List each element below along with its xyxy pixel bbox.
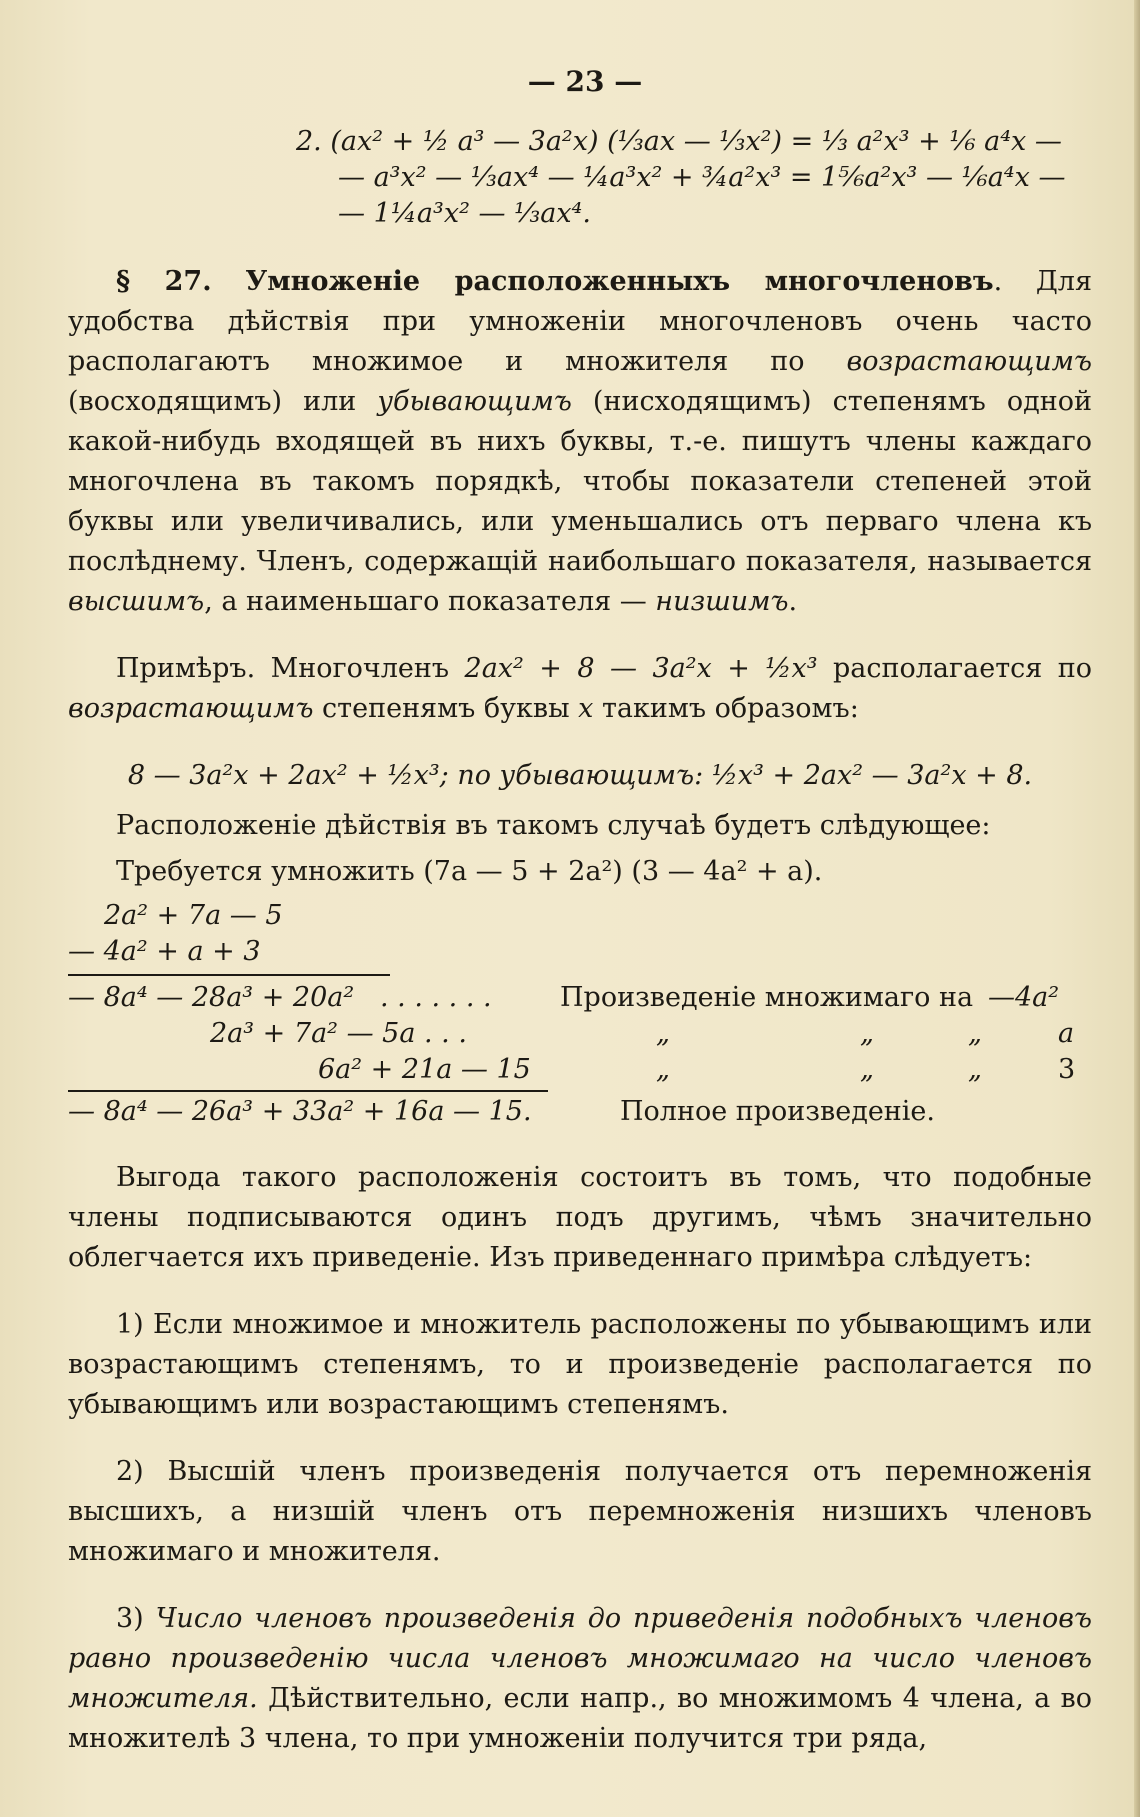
term-descending: убывающимъ [377, 386, 572, 417]
example-2 [68, 124, 1092, 232]
multiplication-task: Требуется умножить (7a — 5 + 2a²) (3 — 4a² + a). [116, 856, 823, 887]
page-number: — 23 — [527, 65, 643, 98]
section-27-paragraph [68, 262, 1092, 622]
scheme-factor-2: a [1058, 1018, 1075, 1049]
rule-3 [68, 1599, 1092, 1759]
scheme-dots: . . . . . . . [380, 982, 492, 1013]
arranged-polynomials: 8 — 3a²x + 2ax² + ½x³; по убывающимъ: ½x³ + 2ax² — 3a²x + 8. [127, 760, 1033, 791]
rule-3-text: Дѣйствительно, если напр., во множимомъ 4 члена, а во множителѣ 3 члена, то при умноженіи получится три ряда, [68, 1683, 1092, 1754]
example-text-d: такимъ образомъ: [593, 693, 859, 724]
scheme-ditto-1: „ [656, 1018, 670, 1049]
section-title: Умноженіе расположенныхъ многочленовъ [245, 266, 994, 297]
scheme-note-total: Полное произведеніе. [620, 1096, 935, 1127]
rule-2: 2) Высшій членъ произведенія получается отъ перемноженія высшихъ, а низшій членъ отъ перемноженія низшихъ членовъ множимаго и множителя. [68, 1456, 1092, 1567]
section-text-e: . [788, 586, 798, 617]
term-ascending: возрастающимъ [846, 346, 1092, 377]
rule-1: 1) Если множимое и множитель расположены по убывающимъ или возрастающимъ степенямъ, то и произведеніе располагается по убывающимъ или возрастающимъ степенямъ. [68, 1309, 1092, 1420]
scheme-factor-1: —4a² [988, 982, 1060, 1013]
example-letter: x [578, 693, 594, 724]
scheme-multiplier: — 4a² + a + 3 [68, 936, 261, 967]
section-number: § 27. [116, 266, 212, 297]
example-polynomial: 2ax² + 8 — 3a²x + ½x³ [464, 653, 818, 684]
advantage-paragraph: Выгода такого расположенія состоитъ въ томъ, что подобные члены подписываются одинъ подъ другимъ, чѣмъ значительно облегчается ихъ приведеніе. Изъ приведеннаго примѣра слѣдуетъ: [68, 1162, 1092, 1273]
rule-3-italic: Число членовъ произведенія до приведенія подобныхъ членовъ равно произведенію числа членовъ множимаго на число членовъ множителя. [68, 1603, 1092, 1714]
scheme-ditto-2: „ [860, 1018, 874, 1049]
example-arrange-paragraph [68, 649, 1092, 729]
scheme-ditto-6: „ [968, 1054, 982, 1085]
scheme-row-1: — 8a⁴ — 28a³ + 20a² [68, 982, 355, 1013]
scheme-ditto-3: „ [968, 1018, 982, 1049]
section-text-a: . Для удобства дѣйствія при умноженіи многочленовъ очень часто располагаютъ множимое и множителя по [68, 266, 1092, 377]
term-lowest: низшимъ [655, 586, 789, 617]
example-2-line-1: 2. (ax² + ½ a³ — 3a²x) (⅓ax — ⅓x²) = ⅓ a²x³ + ⅙ a⁴x — [296, 126, 1062, 157]
page-edge [1134, 0, 1140, 1817]
section-text-d: , а наименьшаго показателя — [204, 586, 656, 617]
example-text-b: располагается по [817, 653, 1093, 684]
scheme-ditto-5: „ [860, 1054, 874, 1085]
scheme-ditto-4: „ [656, 1054, 670, 1085]
rule-3-number: 3) [116, 1603, 156, 1634]
scheme-row-2: 2a³ + 7a² — 5a . . . [210, 1018, 467, 1049]
scheme-rule-1 [68, 974, 390, 976]
scheme-note-1: Произведеніе множимаго на [560, 982, 974, 1013]
page-content [68, 62, 1092, 1786]
example-text-a: Примѣръ. Многочленъ [116, 653, 465, 684]
scheme-total: — 8a⁴ — 26a³ + 33a² + 16a — 15. [68, 1096, 532, 1127]
arrangement-intro: Расположеніе дѣйствія въ такомъ случаѣ будетъ слѣдующее: [116, 810, 991, 841]
term-highest: высшимъ [68, 586, 205, 617]
multiplication-scheme [68, 896, 1092, 1136]
example-2-line-3: — 1¼a³x² — ⅓ax⁴. [338, 198, 591, 229]
scheme-factor-3: 3 [1058, 1054, 1076, 1085]
example-ascending: возрастающимъ [68, 693, 314, 724]
example-2-line-2: — a³x² — ⅓ax⁴ — ¼a³x² + ¾a²x³ = 1⅚a²x³ — ⅙a⁴x — [338, 162, 1066, 193]
scheme-multiplicand: 2a² + 7a — 5 [104, 900, 283, 931]
section-text-c: (нисходящимъ) степенямъ одной какой-нибудь входящей въ нихъ буквы, т.-е. пишутъ члены каждаго многочлена въ такомъ порядкѣ, чтобы показатели степеней этой буквы или увеличивались, или уменьшались отъ перваго члена къ послѣднему. Членъ, содержащій наибольшаго показателя, называется [68, 386, 1092, 577]
example-text-c: степенямъ буквы [313, 693, 579, 724]
section-text-b: (восходящимъ) или [68, 386, 378, 417]
scheme-row-3: 6a² + 21a — 15 [318, 1054, 531, 1085]
